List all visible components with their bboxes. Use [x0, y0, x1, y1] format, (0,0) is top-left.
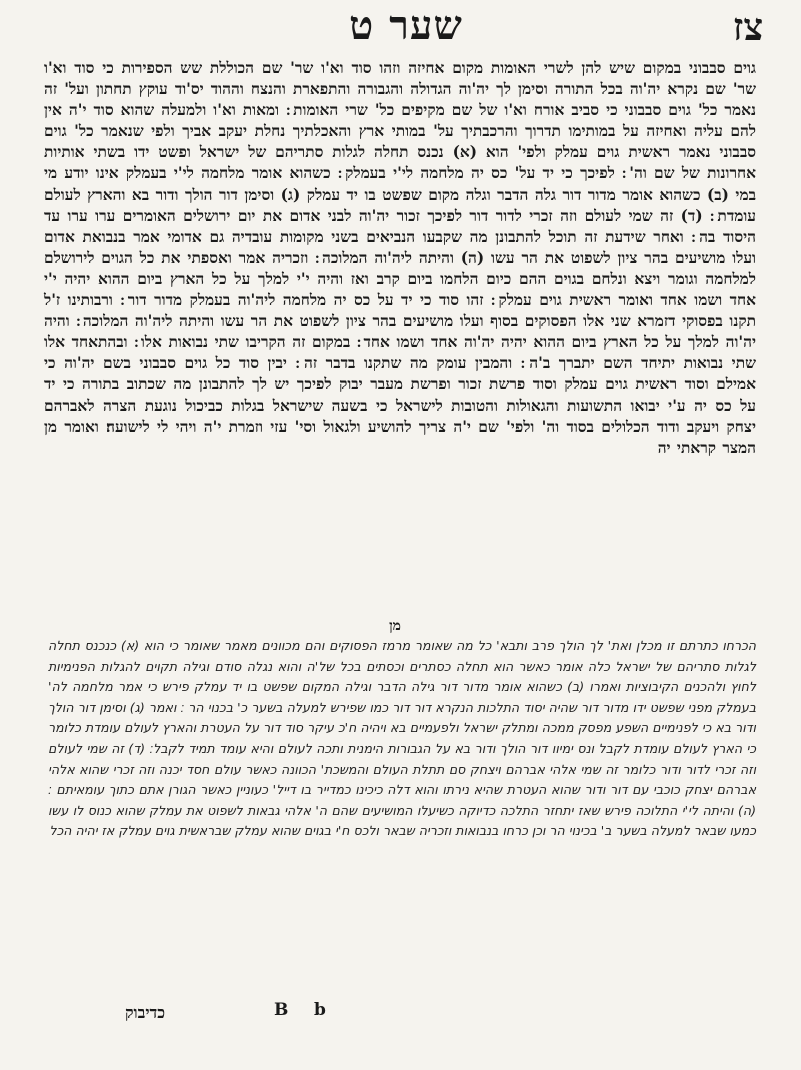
- section-word: מן: [389, 618, 401, 634]
- commentary-block: [48, 636, 756, 842]
- page-footer: [0, 1000, 801, 1040]
- commentary-body: הכרחו כתרתם זו מכלן ואת' לך הולך פרב ותבא' כל מה שאומר מרמז הפסוקים והם מכוונים מאמר שאומר כי הוא (א) כנכנס תחלה לגלות סתריהם של ישראל כלה אומר כאשר הוא תחלה כסתרים וכסתים בכל של'ה והוא נגלה סודם וגילה תקוים להגלות הפנימיות לחוץ ולהכנים הקיבוציות ואמרו (ב) כשהוא אומר מדור דור גילה הדבר וגילה המקום שפשט בו יד עמלק פירש כי אמר מלחמה לה' בעמלק מפני שפשט ידו מדור דור שהיה יסוד התלכות הנקרא דור דור כמו שפירש למעלה בשער כ' בכנוי הר ׃ ואמר (ג) וסימן דור הולך ודור בא כי לפנימיים השפע מפסק ממכה ומתלק ישראל ולפעמיים בא ויהיה ח'כ עיקר סוד דור על העטרת והארץ לעולם עומדת כלומר כי הארץ לעולם עומדת לקבל ונס ימיוו דור הולך ודור בא על הגבורות הימנית ותכה לעולם והיא עומד תמיד לקבל׃ (ד) זה שמי לעולם וזה זכרי לדור ודור כלומר זה שמי אלהי אברהם ויצחק סם תתלת העולם והמשכת' הכוונה כאשר עולם חסד יכנה וזה זכרי שהוא אלהי אברהם יצחק כוכבי עם דור ודור שהוא העטרת שהיא נירתו והוא דלה כיכינו כמדייר בו דייל' כעוניין כאשר הגורן אתם כתוך עומאיתם ׃ (ה) והיתה לי'י התלוכה פירש שאז יתחזר התלכה כדיוקה כשיעלו המושיעים שהם ה' אלהי גבאות לשפוט את עמלק שהוא כנוס לו עשו כמעו שבאר למעלה בשער ב' בכינוי הר וכן כרחו בנבואות וזכריה שבאר ולכס ח'י בגוים שהוא עמלק שבראשית גוים עמלק אז יהיה הכל: [48, 638, 756, 839]
- signature-mark-secondary: b: [314, 1000, 326, 1020]
- main-text-body: גוים סבבוני במקום שיש להן לשרי האומות מקום אחיזה וזהו סוד וא'ו שר' שם הכוללת שש הספירות כי סוד וא'ו שר' שם נקרא יה'וה בכל התורה וסימן לך יה'וה הגדולה והגבורה והתפארת והנצח וההוד יס'וד עוקץ תחתון ועל' זה נאמר כל' גוים סבבוני כי סביב אורח וא'ו של שם מקיפים כל' שרי האומות ׃ ומאות וא'ו ולמעלה שהוא סוד י'ה אין להם עליה ואחיזה על במותימו תדרוך והרכבתיך על' במותי ארץ והאכלתיך נחלת יעקב אביך ולפי שנאמר כל' גוים סבבוני נאמר ראשית גוים עמלק ולפי' הוא (א) נכנס תחלה לגלות סתריהם של ישראל ופשט ידו בשתי אותיות אחרונות של שם וה' ׃ לפיכך כי יד על' כס יה מלחמה לי'י בעמלק ׃ כשהוא אומר מלחמה לי'י בעמלק אינו יודע מי במי (ב) כשהוא אומר מדור דור גלה הדבר וגלה מקום שפשט בו יד עמלק (ג) וסימן דור הולך ודור בא והארץ לעולם עומדת ׃ (ד) זה שמי לעולם וזה זכרי לדור דור לפיכך זכור יה'וה לבני אדום את יום ירושלים האומרים ערו ערו עד היסוד בה ׃ ואחר שידעת זה תוכל להתבונן מה שקבעו הנביאים בשני מקומות עובדיה גם אדומי אמר בנבואת אדום ועלו מושיעים בהר ציון לשפוט את הר עשו (ה) והיתה ליה'וה המלוכה ׃ וזכריה אמר ואספתי את כל הגוים לירושלם למלחמה וגומר ויצא ונלחם בגוים ההם כיום הלחמו ביום קרב ואז והיה י'י למלך על כל הארץ ביום ההוא יהיה י'י אחד ושמו אחד ואומר ראשית גוים עמלק ׃ זהו סוד כי יד על כס יה מלחמה ליה'וה בעמלק מדור דור ׃ ורבותינו ז'ל תקנו בפסוקי דזמרא שני אלו הפסוקים בסוף ועלו מושיעים בהר ציון לשפוט את הר עשו והיתה ליה'וה המלוכה ׃ והיה יה'וה למלך על כל הארץ ביום ההוא יהיה יה'וה אחד ושמו אחד ׃ במקום זה הקריבו שתי נבואות אלו ׃ ובהתאחד אלו שתי נבואות יתיחד השם יתברך ב'ה ׃ והמבין עומק מה שתקנו בדבר זה ׃ יבין סוד כל גוים סבבוני בשם יה'וה כי אמילם וסוד ראשית גוים עמלק וסוד פרשת זכור ופרשת מעבר יבוק לפיכך יש לך להתבונן מה שכתוב בתורה כי יד על כס יה ע'י יבואו התשועות והגאולות והטובות לישראל כי בשעה שישראל בגלות כביכול נוגעת הצרה לאברהם יצחק ויעקב ודוד הכלולים בסוד וה' ולפי' שם י'ה צריך להושיע ולגאול וסי' עזי וזמרת י'ה ויהי לי לישועה׃ ואומר מן המצר קראתי יה: [44, 59, 756, 457]
- signature-mark: B: [274, 1000, 289, 1020]
- page-header: [0, 0, 801, 52]
- catchword: כדיבוק: [124, 1003, 166, 1022]
- folio-number: צז: [732, 4, 764, 49]
- main-text-block: [44, 58, 756, 459]
- running-title: שער ט: [349, 2, 463, 49]
